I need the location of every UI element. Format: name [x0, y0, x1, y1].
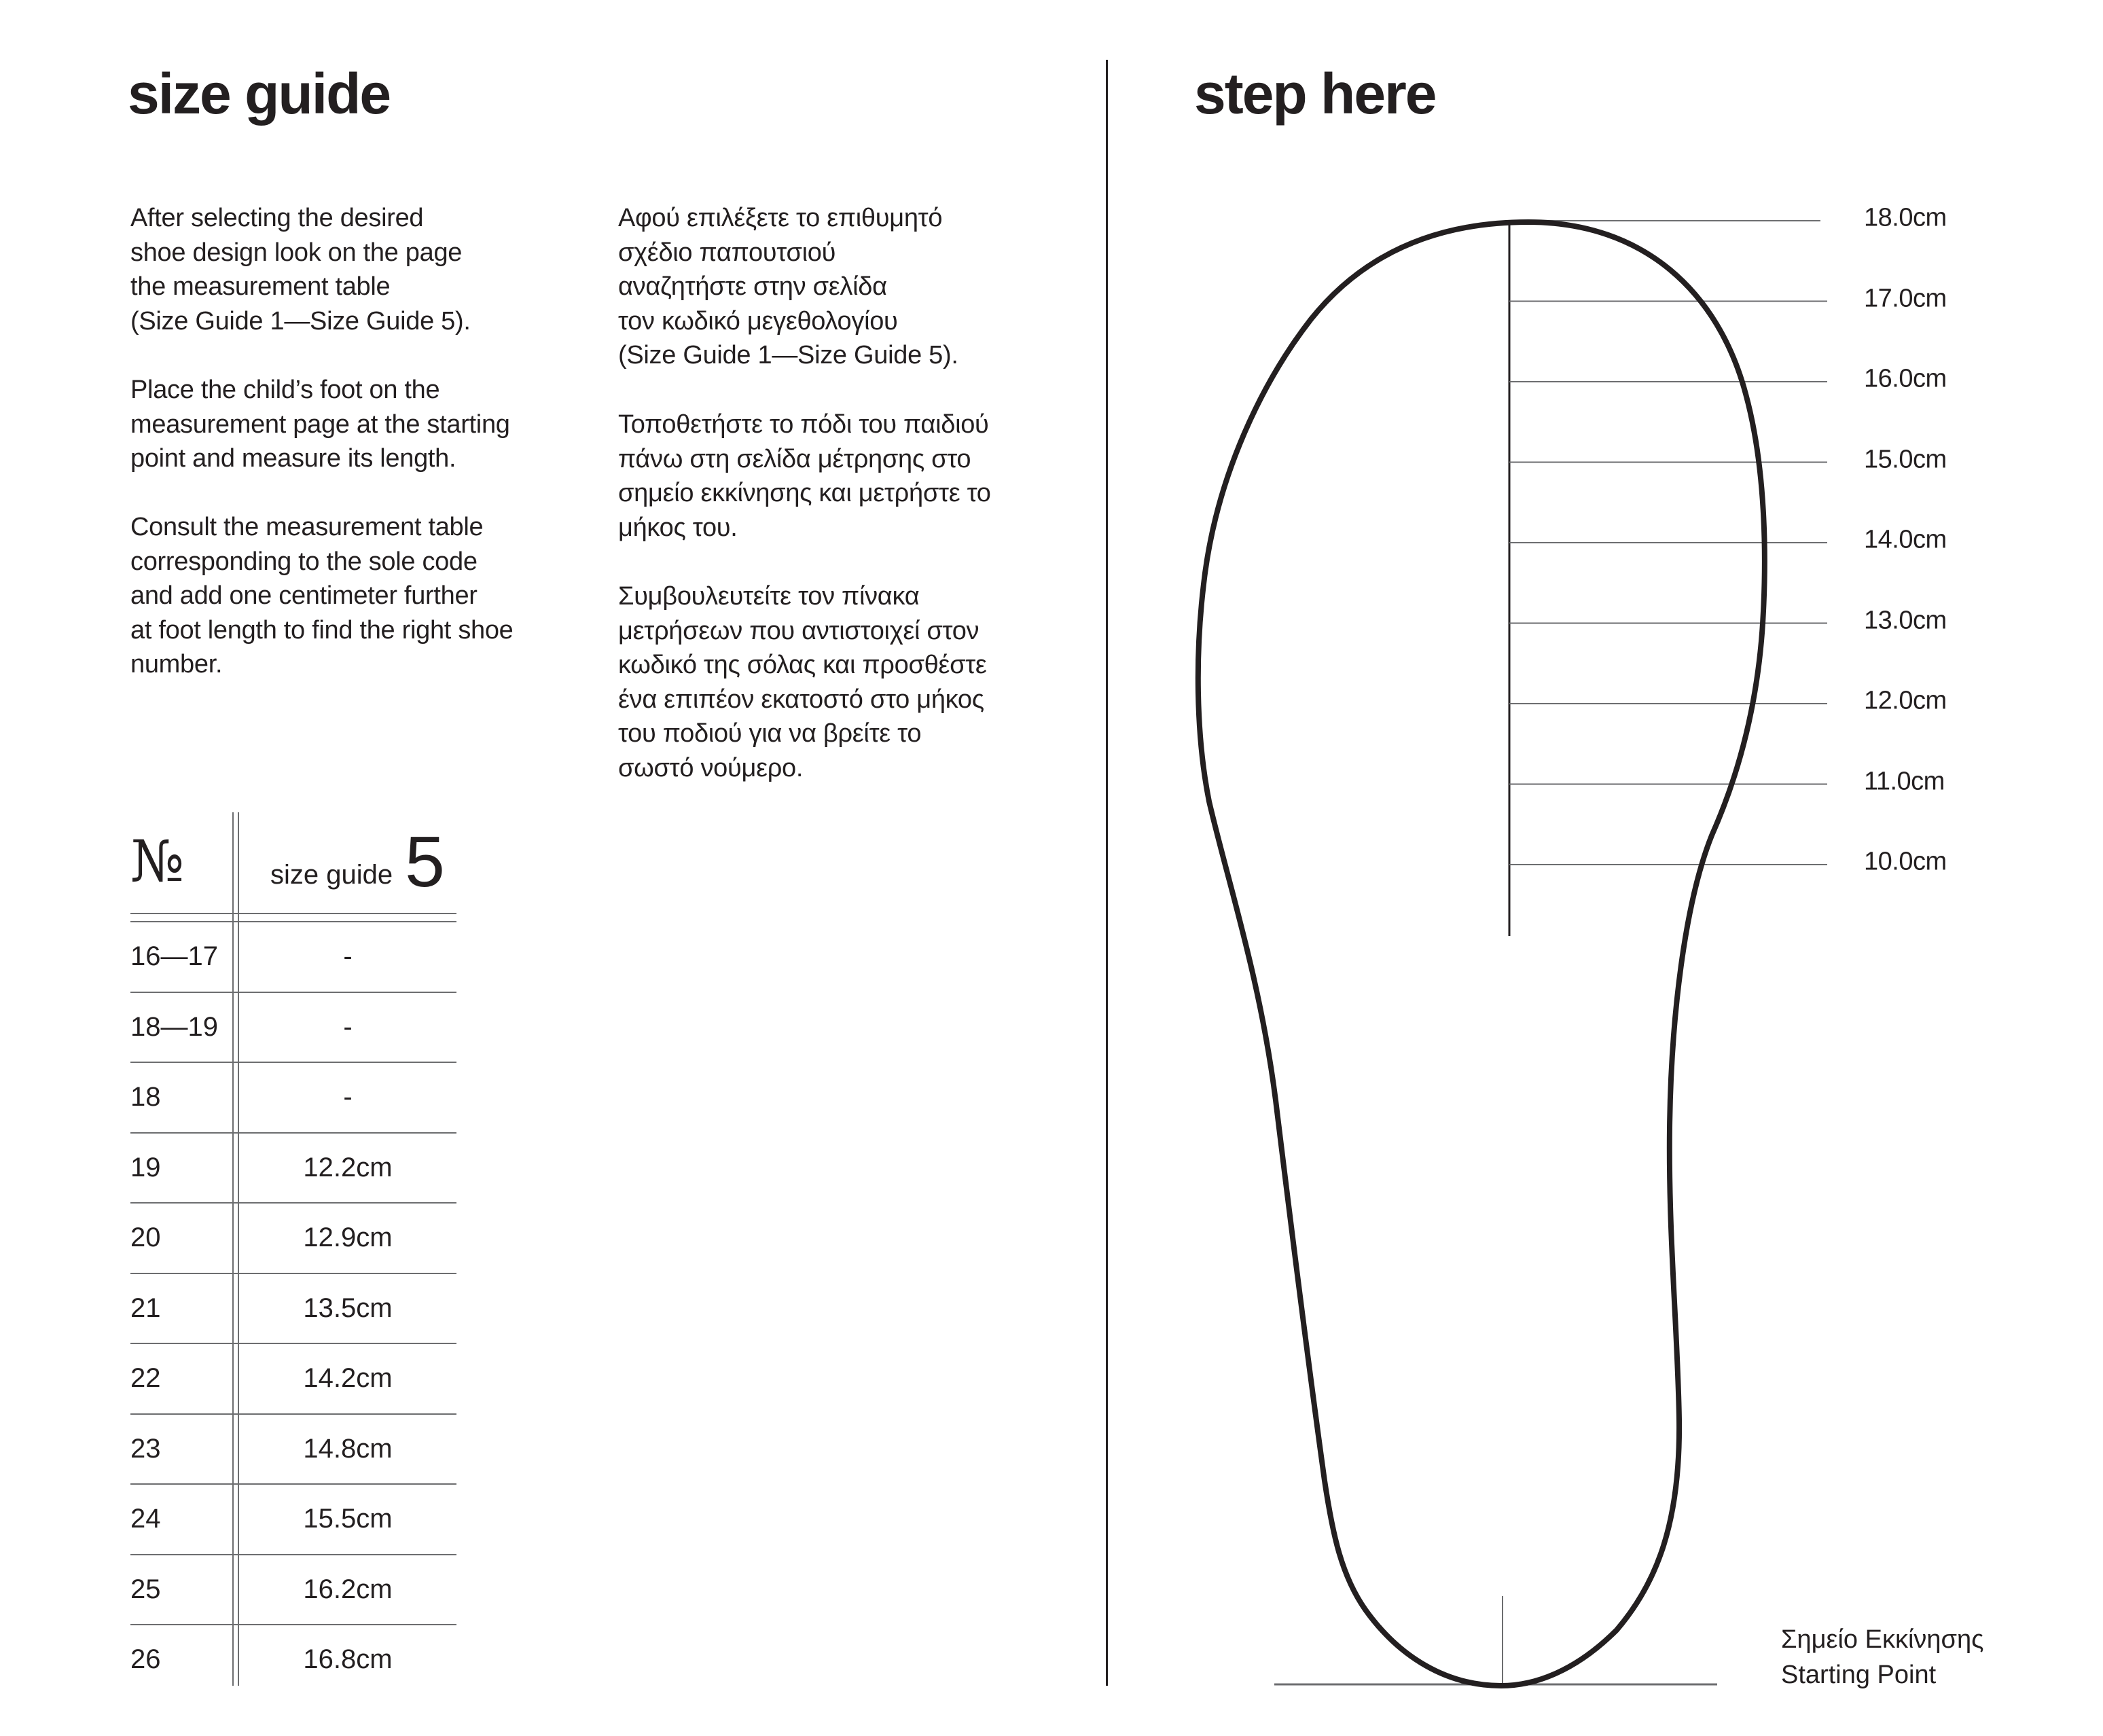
ruler-label: 11.0cm: [1864, 767, 1945, 795]
foot-length-cell: -: [343, 941, 353, 971]
ruler-label: 10.0cm: [1864, 847, 1947, 876]
foot-outline: [1198, 222, 1765, 1686]
size-guide-number: 5: [405, 822, 445, 902]
ruler-label: 16.0cm: [1864, 364, 1947, 393]
shoe-size-cell: 23: [130, 1433, 161, 1464]
ruler-label: 12.0cm: [1864, 686, 1947, 715]
ruler: [1509, 221, 1827, 936]
english-instruction-2: Place the child’s foot on the measurement page at the starting point and measure its length.: [130, 376, 510, 473]
ruler-label: 15.0cm: [1864, 445, 1947, 473]
foot-length-cell: -: [343, 1082, 353, 1112]
shoe-size-cell: 21: [130, 1292, 161, 1323]
foot-length-cell: 12.9cm: [303, 1223, 393, 1252]
shoe-size-cell: 25: [130, 1574, 161, 1604]
page-title-size-guide: size guide: [128, 62, 391, 126]
english-instruction-3: Consult the measurement table corresponding to the sole code and add one centimeter further at foot length to find the right shoe number.: [130, 513, 514, 679]
english-instruction-1: After selecting the desired shoe design look on the page the measurement table (Size Guide 1—Size Guide 5).: [130, 204, 471, 336]
greek-instruction-3: Συμβουλευτείτε τον πίνακα μετρήσεων που αντιστοιχεί στον κωδικό της σόλας και προσθέστε ένα επιπέον εκατοστό στο μήκος του ποδιού για να βρείτε το σωστό νούμερο.: [618, 582, 987, 782]
numero-sign: №: [130, 828, 185, 894]
foot-length-cell: 14.8cm: [303, 1433, 393, 1464]
shoe-size-cell: 26: [130, 1644, 161, 1674]
ruler-label: 17.0cm: [1864, 284, 1947, 312]
shoe-size-cell: 20: [130, 1223, 161, 1252]
foot-length-cell: 15.5cm: [303, 1504, 393, 1534]
ruler-label: 18.0cm: [1864, 203, 1947, 232]
shoe-size-cell: 19: [130, 1152, 161, 1182]
shoe-size-cell: 22: [130, 1363, 161, 1393]
foot-length-cell: 16.8cm: [303, 1644, 393, 1674]
starting-point-label: Σημείο Εκκίνησης Starting Point: [1781, 1625, 1984, 1689]
foot-length-cell: 16.2cm: [303, 1574, 393, 1604]
foot-length-cell: 12.2cm: [303, 1152, 393, 1182]
greek-instruction-1: Αφού επιλέξετε το επιθυμητό σχέδιο παπουτσιού αναζητήστε στην σελίδα τον κωδικό μεγεθολογίου (Size Guide 1—Size Guide 5).: [618, 204, 958, 369]
foot-length-cell: 13.5cm: [303, 1292, 393, 1323]
foot-length-cell: -: [343, 1011, 353, 1042]
shoe-size-cell: 18: [130, 1082, 161, 1112]
ruler-label: 13.0cm: [1864, 606, 1947, 634]
shoe-size-cell: 24: [130, 1504, 161, 1534]
page-title-step-here: step here: [1194, 62, 1436, 126]
greek-instruction-2: Τοποθετήστε το πόδι του παιδιού πάνω στη σελίδα μέτρησης στο σημείο εκκίνησης και μετρήστε το μήκος του.: [618, 410, 991, 542]
size-guide-label: size guide: [270, 860, 393, 890]
shoe-size-cell: 18—19: [130, 1011, 218, 1042]
shoe-size-cell: 16—17: [130, 941, 218, 971]
ruler-label: 14.0cm: [1864, 525, 1947, 554]
foot-length-cell: 14.2cm: [303, 1363, 393, 1393]
